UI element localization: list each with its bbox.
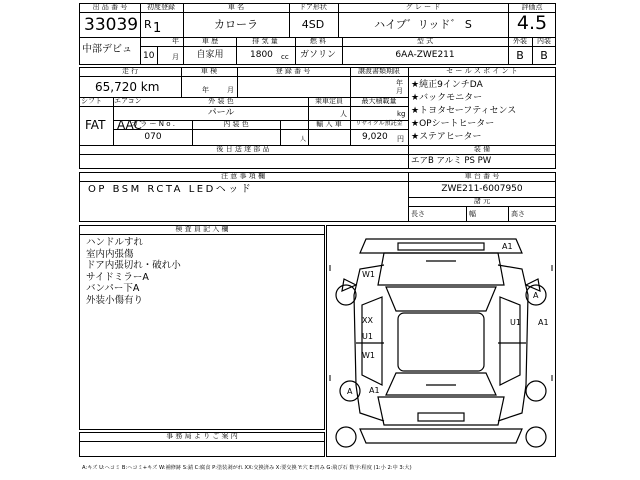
header-v4c [342,37,343,65]
sales-point-item: ★OPシートヒーター [411,119,495,129]
label-shift: シフト [81,97,102,105]
label-capacity: 乗車定員 [315,97,343,105]
label-model-type: 型 式 [416,37,434,45]
label-interior: 内装 [537,37,551,45]
exterior-grade: B [516,49,524,62]
right-window-shape [500,297,520,385]
interior-grade: B [540,49,548,62]
vehicle-usage: 自家用 [196,50,224,60]
details-color-label-line [79,106,408,107]
label-score: 評価点 [521,3,543,11]
label-recycle-fee: リサイクル預託金 [355,120,403,127]
windshield-shape [386,287,496,311]
label-color: 外 装 色 [208,97,234,105]
sales-point-item: ★純正9インチDA [411,80,483,90]
label-exterior: 外装 [513,37,527,45]
damage-mark: A [533,291,539,300]
fuel-value: ガソリン [299,50,337,60]
chassis-label-line [408,206,556,207]
color-value: パール [207,108,235,118]
inspector-note: 外装小傷有り [86,294,144,306]
damage-mark: A [347,387,353,396]
label-dimensions: 諸 元 [473,197,491,205]
header-v5 [508,3,509,65]
color-no-value: 070 [144,132,162,142]
inspection-year-unit: 年 [202,86,209,94]
label-inspector: 検 査 員 記 入 欄 [175,225,229,233]
inspector-note: サイドミラーA [86,271,149,283]
legend-footer: A:キズ U:ヘコミ B:ヘコミ+キズ W:補修跡 S:錆 C:腐食 P:塗装剥がれ XX:交換済み X:要交換 Y:穴 E:凹み G:飛び石 数字:程度 (1:小 2:中 3:大) [82,465,412,471]
bottom-left-wheel [336,427,356,447]
notes-label-line [79,181,556,182]
label-grade: グ レ ー ド [405,3,441,11]
label-inspection: 車 検 [200,67,218,75]
notes-value: OP BSM RCTA LEDヘッド [88,184,254,195]
details-sub-label-line-c [113,129,408,130]
lot-number: 33039 [84,15,139,35]
label-equipment: 装 備 [473,145,491,153]
front-bumper-shape [360,239,522,253]
label-color-no: カ ラ ー N o . [131,120,175,128]
details-v-col1 [192,120,193,145]
inspection-month-unit: 月 [227,86,234,94]
damage-mark: W1 [362,270,375,279]
details-v-col3 [350,120,351,145]
month-unit: 月 [172,53,179,61]
damage-mark: U1 [510,318,521,327]
recycle-fee-value: 9,020 [362,132,388,142]
damage-mark: U1 [362,332,373,341]
model-value: 6AA-ZWE211 [395,50,455,60]
label-reg-no: 登 録 番 号 [275,67,311,75]
aircon-value: AAC [117,118,142,132]
front-left-wheel [336,285,356,305]
score-value: 4.5 [516,12,548,34]
dim-v1 [466,206,467,222]
inspector-note: 室内内張傷 [86,248,134,260]
era-letter: R [144,18,152,31]
front-hood-shape [378,253,504,285]
front-grille-shape [398,243,484,250]
header-v4b [295,37,296,65]
header-v-month [157,46,158,65]
damage-mark: XX [362,316,373,325]
label-office: 事 務 局 よ り ご 案 内 [166,432,238,440]
recycle-month-unit: 月 [396,87,403,95]
inspector-note: バンパー下A [86,283,140,294]
details-v3 [350,67,351,97]
label-car-name: 車 名 [227,3,245,11]
label-displacement: 排 気 量 [252,37,278,45]
grade-name: ハイブ゛リッド゛ S [374,18,472,31]
details-v-col2 [280,120,281,145]
shift-value: FAT [85,118,106,132]
inspector-label-line [79,234,325,235]
label-sales-points: セ ー ル ス ポ イ ン ト [446,67,518,75]
sales-point-item: ★ステアヒーター [411,132,482,142]
cc-unit: cc [281,53,289,61]
car-name: カローラ [214,18,258,31]
import-unit: 人 [300,136,307,143]
recycle-year-unit: 年 [396,79,403,87]
displacement-value: 1800 [250,50,273,60]
notes-v [408,172,409,222]
left-window-shape [362,297,382,385]
rear-right-wheel [526,381,546,401]
header-v2 [183,3,184,65]
header-label-row-line [79,12,556,13]
label-fuel: 燃 料 [309,37,327,45]
header-v3b [236,37,237,65]
label-interior-color: 内 装 色 [223,120,249,128]
header-v3 [289,3,290,37]
details-v4 [408,67,409,169]
details-v-color [308,97,309,145]
label-width: 幅 [469,210,476,218]
details-label-line [79,76,556,77]
label-chassis: 車 台 番 号 [464,172,500,180]
header-v4 [338,3,339,37]
label-doors: ドア形状 [299,3,327,11]
dim-v2 [508,206,509,222]
roof-shape [398,313,484,371]
inspector-note: ドア内張切れ・破れ小 [86,260,181,271]
label-accessories: 後 日 送 達 部 品 [216,145,270,153]
region-label: 中部デビュ [82,44,132,55]
inspector-note: ハンドルすれ [86,237,144,248]
sales-point-item: ★バックモニター [411,93,483,103]
damage-mark: A1 [502,242,513,251]
rear-plate-shape [418,413,464,421]
era-year: 1 [153,21,162,36]
label-notes: 注 意 事 項 欄 [221,172,265,180]
max-load-unit: kg [397,110,406,118]
chassis-value: ZWE211-6007950 [441,184,523,194]
details-v1 [181,67,182,97]
label-mileage: 走 行 [121,67,139,75]
equipment-value: エアB アルミ PS PW [411,156,492,166]
capacity-unit: 人 [340,110,347,118]
label-first-reg: 初度登録 [147,3,175,11]
yen-unit: 円 [397,135,404,143]
details-accessories-label-line [79,154,408,155]
rear-bumper-shape [360,429,522,443]
reg-month: 10 [143,51,155,61]
label-aircon: エアコン [114,97,142,105]
door-type: 4SD [301,18,325,31]
header-v1 [140,3,141,65]
year-unit: 年 [172,37,179,45]
label-length: 長さ [411,210,425,218]
label-max-load: 最大積載量 [361,97,397,105]
label-recycle: 譲渡書類期限 [358,67,400,75]
rear-window-shape [386,373,496,395]
label-vehicle-type: 車 歴 [201,37,219,45]
damage-mark: A1 [538,318,549,327]
details-v2 [237,67,238,97]
details-equip-label-line [408,154,556,155]
office-label-line [79,441,325,442]
label-import: 輸 入 車 [316,120,342,128]
inspector-notes-list [86,237,316,306]
damage-mark: A1 [369,386,380,395]
label-lot-number: 出 品 番 号 [92,3,128,11]
header-row2-label-line [140,46,556,47]
sales-point-item: ★トヨタセーフティセンス [411,106,517,116]
damage-mark: W1 [362,351,375,360]
label-height: 高さ [511,210,525,218]
header-v6 [532,37,533,65]
car-diagram [326,225,556,457]
sales-points-list [411,79,554,144]
bottom-right-wheel [526,427,546,447]
header-mid-line-left [79,37,140,38]
mileage-value: 65,720 km [95,80,160,94]
details-v-cap [350,97,351,120]
